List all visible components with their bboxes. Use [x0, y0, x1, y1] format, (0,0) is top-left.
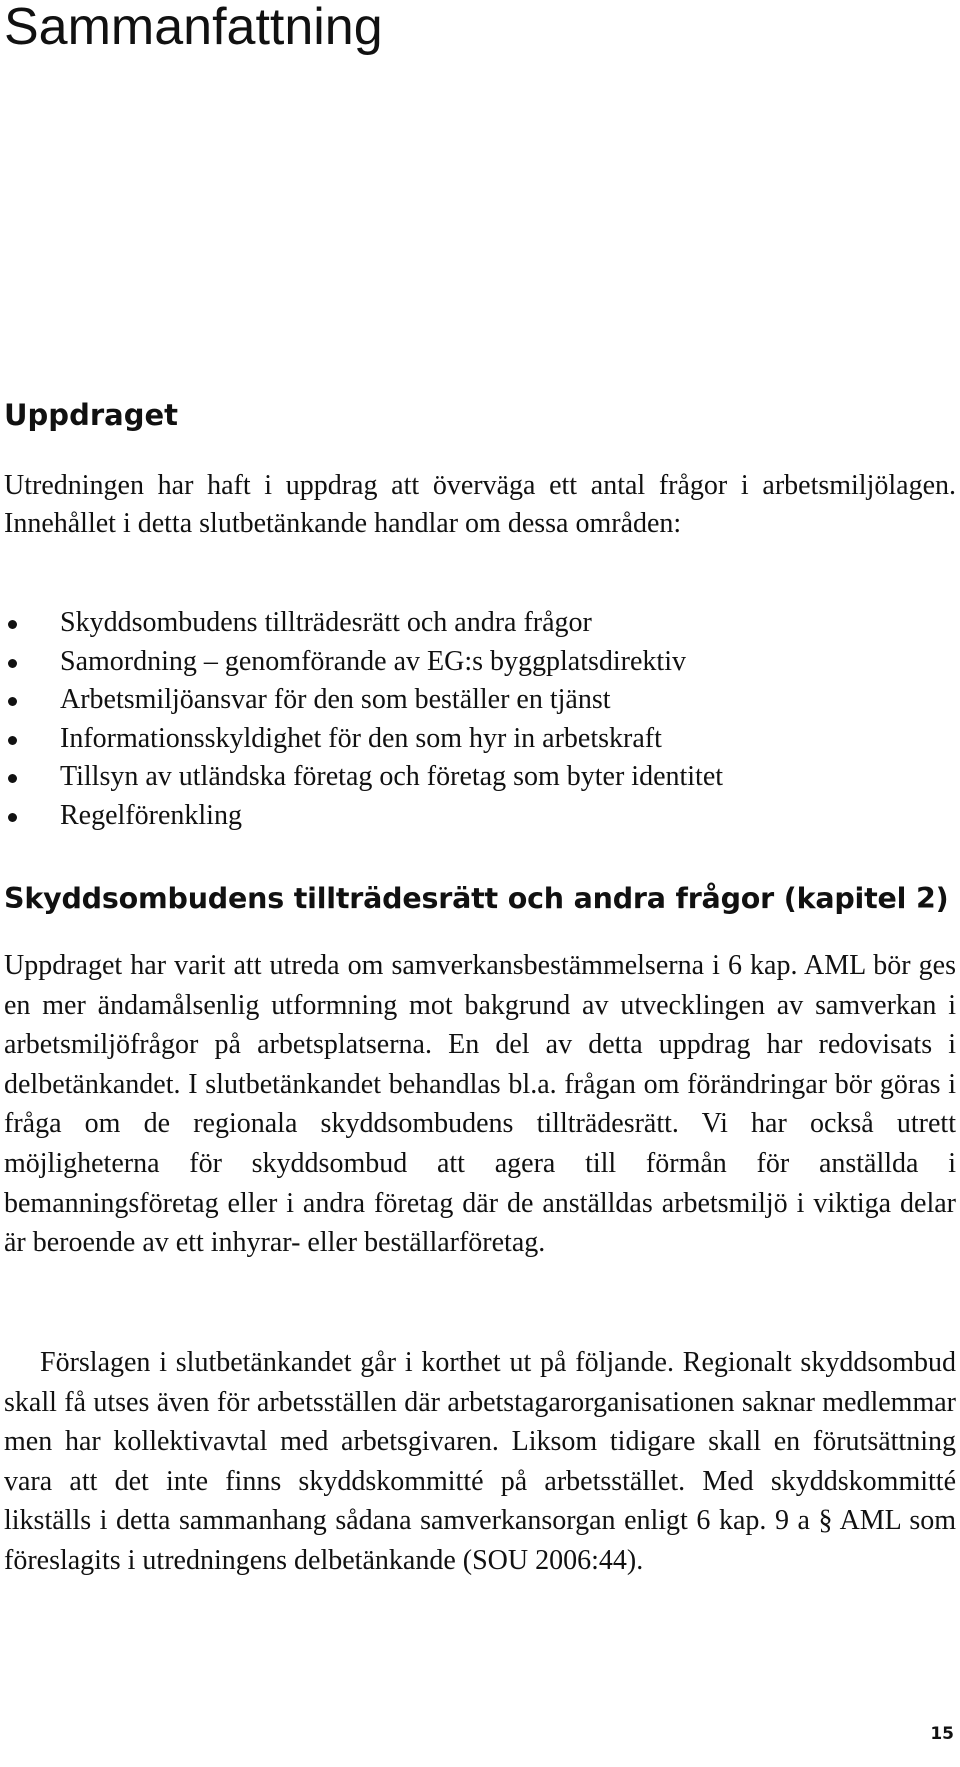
list-item-text: Skyddsombudens tillträdesrätt och andra frågor	[60, 607, 592, 638]
page-number: 15	[930, 1724, 954, 1744]
list-item-text: Informationsskyldighet för den som hyr in arbetskraft	[60, 722, 662, 754]
bullet-icon	[8, 659, 17, 668]
list-item	[4, 604, 723, 643]
body-paragraph-1: Uppdraget har varit att utreda om samverkansbestämmelserna i 6 kap. AML bör ges en mer ändamålsenlig utformning mot bakgrund av utvecklingen av samverkan i arbetsmiljöfrågor på arbetsplatserna. En del av detta uppdrag har redovisats i delbetänkandet. I slutbetänkandet behandlas bl.a. frågan om förändringar bör göras i fråga om de regionala skyddsombudens tillträdesrätt. Vi har också utrett möjligheterna för skyddsombud att agera till förmån för anställda i bemanningsföretag eller i andra företag där de anställdas arbetsmiljö i viktiga delar är beroende av ett inhyrar- eller beställarföretag.	[4, 950, 956, 1259]
list-item	[4, 643, 723, 682]
list-item	[4, 681, 723, 720]
body-paragraph-2: Förslagen i slutbetänkandet går i korthet ut på följande. Regionalt skyddsombud skall få utses även för arbetsställen där arbetstagarorganisationen saknar medlemmar men har kollektivavtal med arbetsgivaren. Liksom tidigare skall en förutsättning vara att det inte finns skyddskommitté på arbetsstället. Med skyddskommitté likställs i detta sammanhang sådana samverkansorgan enligt 6 kap. 9 a § AML som föreslagits i utredningens delbetänkande (SOU 2006:44).	[4, 1347, 956, 1576]
bullet-icon	[8, 736, 17, 745]
list-item	[4, 758, 723, 797]
topic-list	[4, 604, 723, 835]
list-item-text: Samordning – genomförande av EG:s byggplatsdirektiv	[60, 645, 686, 677]
list-item-text: Regelförenkling	[60, 799, 242, 831]
section-heading-skyddsombud: Skyddsombudens tillträdesrätt och andra frågor (kapitel 2)	[4, 882, 949, 915]
bullet-icon	[8, 774, 17, 783]
list-item	[4, 797, 723, 836]
page-title: Sammanfattning	[4, 0, 383, 56]
section-heading-uppdraget: Uppdraget	[4, 398, 178, 432]
list-item	[4, 720, 723, 759]
intro-paragraph: Utredningen har haft i uppdrag att överväga ett antal frågor i arbetsmiljölagen. Innehållet i detta slutbetänkande handlar om dessa områden:	[4, 470, 956, 539]
list-item-text: Arbetsmiljöansvar för den som beställer en tjänst	[60, 684, 611, 715]
bullet-icon	[8, 813, 17, 822]
bullet-icon	[8, 620, 17, 629]
list-item-text: Tillsyn av utländska företag och företag som byter identitet	[60, 761, 724, 792]
bullet-icon	[8, 697, 17, 706]
